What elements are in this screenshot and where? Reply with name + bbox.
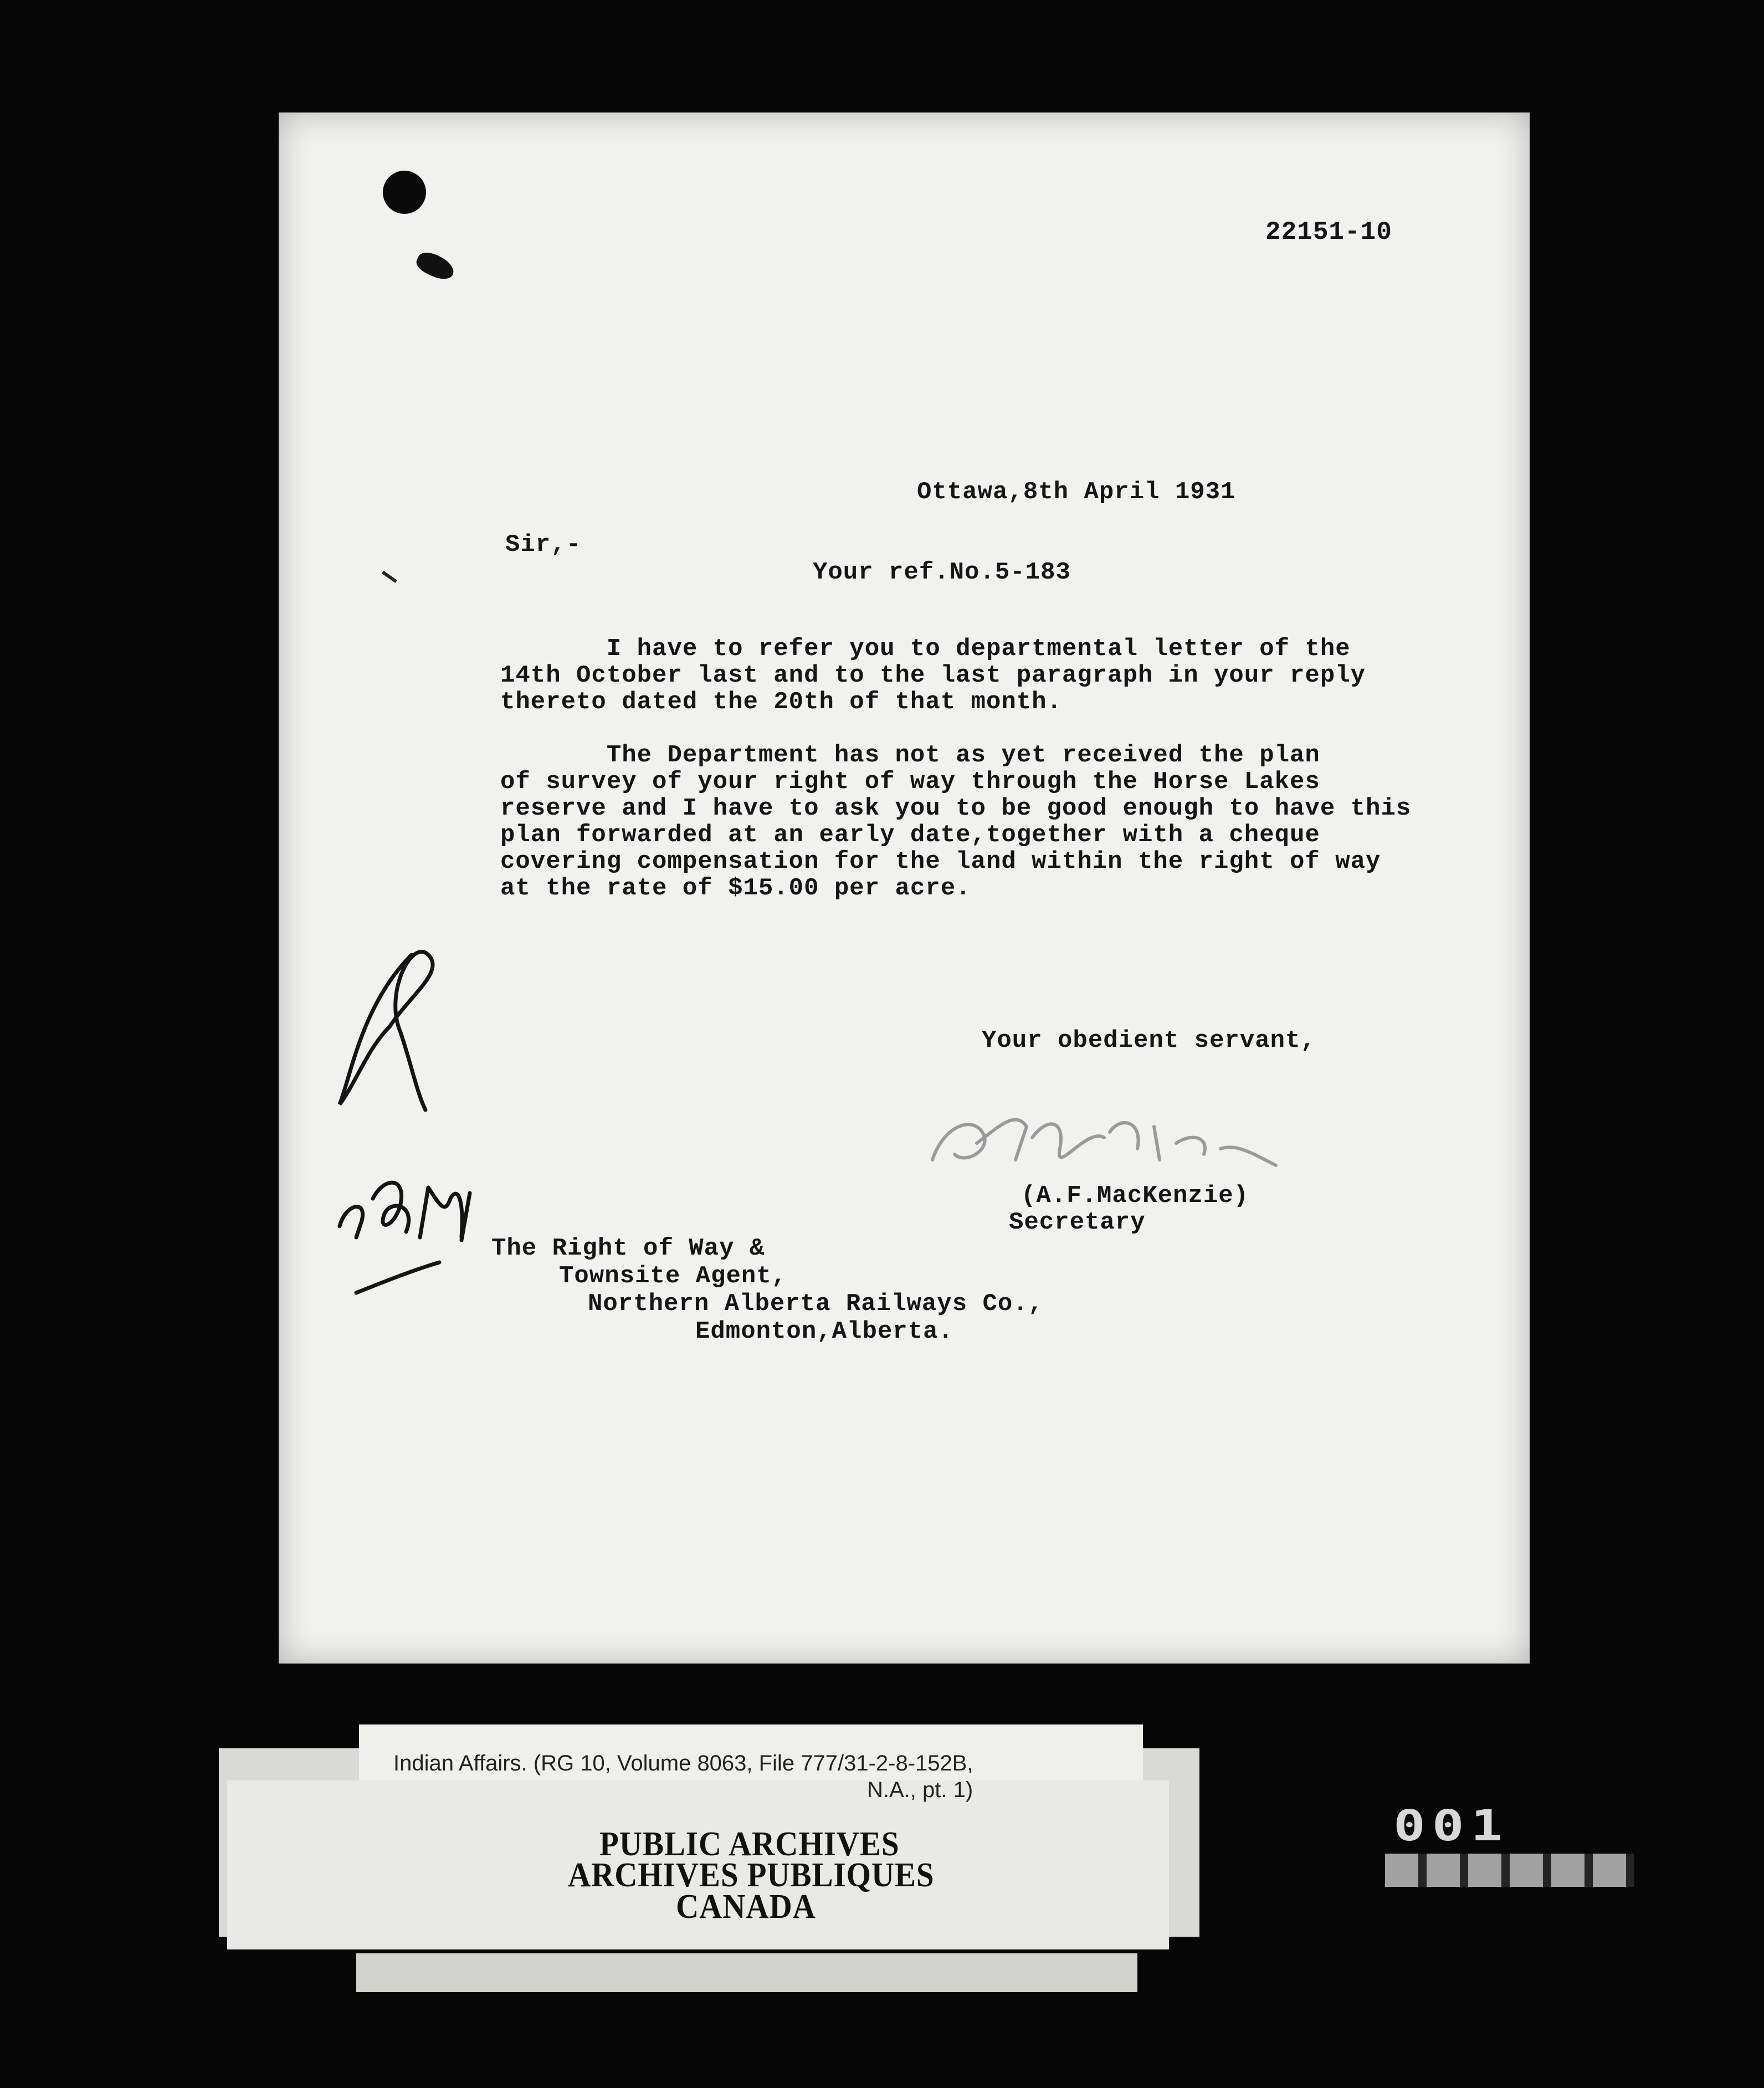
archive-source-line-2: N.A., pt. 1) [867, 1778, 973, 1802]
frame-counter: 001 [1393, 1801, 1510, 1851]
body-paragraph-2: The Department has not as yet received the plan of survey of your right of way through the Horse Lakes reserve and I have to ask you to be good enough to have this plan forwarded at an early date,together with a cheque covering compensation for the land within the right of way at the rate of $15.00 per acre. [500, 741, 1412, 902]
archive-stamp-line-3: CANADA [676, 1888, 816, 1926]
handwritten-initials-jr [329, 938, 461, 1121]
archive-strip-band [356, 1953, 1137, 1992]
address-line-3: Northern Alberta Railways Co., [588, 1290, 1044, 1318]
closing-line: Your obedient servant, [982, 1027, 1316, 1055]
body-paragraph-1: I have to refer you to departmental letter of the 14th October last and to the last paragraph in your reply thereto dated the 20th of that month. [500, 635, 1366, 716]
address-line-1: The Right of Way & [491, 1235, 765, 1262]
date-line: Ottawa,8th April 1931 [917, 478, 1236, 506]
archive-source-line-1: Indian Affairs. (RG 10, Volume 8063, File 777/31-2-8-152B, [393, 1751, 973, 1775]
file-number: 22151-10 [1265, 218, 1392, 247]
stray-mark [382, 571, 397, 583]
letter-page [279, 112, 1530, 1664]
address-line-4: Edmonton,Alberta. [695, 1318, 953, 1345]
salutation: Sir,- [505, 531, 582, 559]
address-line-2: Townsite Agent, [559, 1262, 787, 1290]
frame-counter-bar [1385, 1854, 1634, 1887]
archive-stamp-line-1: PUBLIC ARCHIVES [599, 1825, 900, 1863]
reference-line: Your ref.No.5-183 [813, 559, 1071, 586]
signed-name: (A.F.MacKenzie) [1021, 1182, 1249, 1210]
signer-title: Secretary [1009, 1209, 1146, 1236]
handwritten-initials-rbm [323, 1154, 556, 1298]
archive-stamp-line-2: ARCHIVES PUBLIQUES [568, 1856, 935, 1894]
ink-blot [413, 248, 458, 284]
signature [921, 1093, 1298, 1188]
punch-hole [383, 171, 426, 214]
